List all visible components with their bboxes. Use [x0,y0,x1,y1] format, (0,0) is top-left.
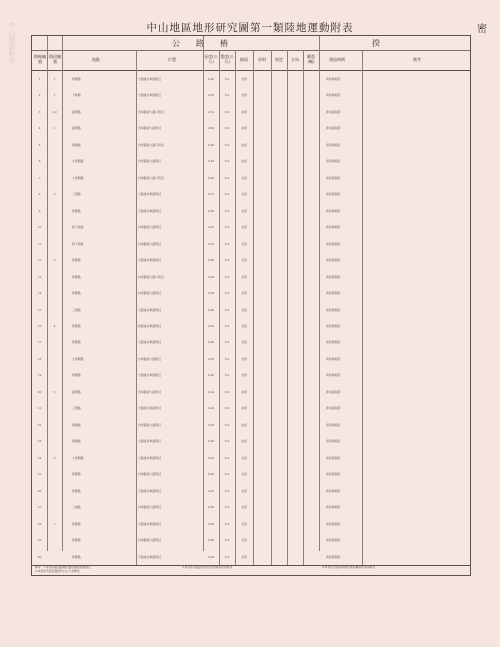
table-cell: 大路接台車路附近 [138,488,162,493]
table-cell: 大路接台車路附近 [138,521,162,526]
table-cell: 27 [37,505,42,510]
table-cell: 新開路 [72,488,81,493]
table-cell: 6.0 [224,373,230,378]
table-cell: 0.40 [207,208,215,213]
table-cell: 6.0 [224,274,230,279]
table-row [32,170,470,186]
table-row [32,71,470,87]
table-cell: 6.0 [224,340,230,345]
table-cell: 6.0 [224,422,230,427]
table-cell: 建造時期詳 [326,208,341,213]
table-cell: 0.40 [207,307,215,312]
table-cell: 新開路 [72,340,81,345]
table-cell: 24 [37,455,42,460]
table-cell: 大路接台車路附近 [138,439,162,444]
table-cell: 台車路接大路口附近 [138,274,165,279]
table-row [32,351,470,367]
table-cell: 4 [53,324,56,328]
table-cell: 6.0 [224,241,230,246]
table-row [32,236,470,252]
table-cell: 新開路 [72,109,81,114]
table-cell: 12 [37,258,42,263]
table-cell: 23 [37,439,42,444]
table-cell: 16 [37,324,42,328]
table-row [32,433,470,449]
table-cell: 水泥 [241,307,247,312]
table-cell: 建造時期詳 [326,488,341,493]
table-cell: 新開路 [72,472,81,477]
table-cell: 新開路 [72,521,81,526]
table-cell: 水泥 [241,109,247,114]
table-cell: 13 [37,274,42,279]
table-cell: 25 [37,472,42,477]
table-cell: 大路接台車路附近 [138,208,162,213]
footer-note: 備考：1.本表所載各路樁位置依據地形圖測定 [35,565,91,569]
table-cell: 6 [53,455,56,460]
table-cell: 台車路接大路附近 [138,505,162,510]
table-cell: 台車路接大路附近 [138,159,162,164]
table-cell: 3 [38,109,41,114]
table-cell: 水泥 [241,472,247,477]
table-cell: 大新開路 [72,175,84,180]
table-cell: 建造時期詳 [326,258,341,263]
table-cell: 台車路接大路附近 [138,126,162,131]
table-cell: 新開路 [72,274,81,279]
table-cell: 建造時期詳 [326,93,341,98]
table-cell: 台車路接大路附近 [138,472,162,477]
col-header: 地點 [92,57,100,62]
table-cell: 6.0 [224,389,230,394]
table-cell: 建造時期詳 [326,192,341,197]
table-cell: 6.0 [224,159,230,164]
table-row [32,532,470,548]
table-cell: 水泥 [241,356,247,361]
table-row [32,104,470,120]
table-cell: 0.45 [207,159,215,164]
table-cell: 大路接台車路附近 [138,340,162,345]
table-row [32,318,470,334]
table-cell: 1 [53,93,56,98]
table-cell: 新開路 [72,258,81,263]
table-cell: 水泥 [241,324,247,328]
table-cell: 0.40 [207,406,215,411]
table-cell: 1 [53,77,56,81]
table-row [32,120,470,136]
col-header: 方向 [291,57,299,62]
table-cell: 大路接台車路附近 [138,307,162,312]
table-cell: 6.0 [224,455,230,460]
table-cell: 台車路接大路附近 [138,241,162,246]
table-row [32,219,470,235]
table-cell: 新開路 [72,324,81,328]
table-cell: 6.0 [224,175,230,180]
table-cell: 30 [37,554,42,559]
table-row [32,367,470,383]
table-cell: 水泥 [241,291,247,296]
table-row [32,137,470,153]
table-row [32,87,470,103]
section-title-right: 揆 [372,39,380,48]
table-cell: 水泥 [241,175,247,180]
table-cell: 0.52 [207,109,215,114]
col-header: 備考 [413,57,421,62]
table-cell: 6.0 [224,505,230,510]
table-cell: 建造時期詳 [326,340,341,345]
table-cell: 4 [38,126,41,131]
table-cell: 6.0 [224,472,230,477]
table-cell: 台車路接大路口附近 [138,109,165,114]
table-cell: 水泥 [241,225,247,230]
table-cell: 26 [37,488,42,493]
table-cell: 6.0 [224,406,230,411]
table-row [32,302,470,318]
table-cell: 5 [53,389,56,394]
table-cell: 水泥 [241,389,247,394]
table-cell: 0.38 [207,291,215,296]
table-cell: 新路接台車路附近 [138,324,162,328]
document-title: 中山地區地形研究圖第一類陸地運動附表 [146,22,354,34]
table-cell: 0.50 [207,241,215,246]
table-cell: 水泥 [241,159,247,164]
table-cell: 6.0 [224,225,230,230]
table-cell: 建造時期詳 [326,109,341,114]
table-frame [31,35,471,576]
table-cell: 建造時期詳 [326,241,341,246]
table-cell: 大新開路 [72,455,84,460]
table-cell: 台車路接大路附近 [138,389,162,394]
table-cell: 新開路 [72,77,81,81]
table-cell: 19 [37,373,42,378]
column-header-row [32,50,470,71]
table-cell: 台車路接大路附近 [138,538,162,543]
table-cell: 0.38 [207,422,215,427]
table-row [32,499,470,515]
table-cell: 建造時期詳 [326,422,341,427]
table-row [32,203,470,219]
table-cell: 新開路 [72,126,81,131]
table-cell: 水泥 [241,274,247,279]
table-cell: 1 [53,126,56,131]
table-cell: 新開路 [72,208,81,213]
table-cell: 0.35 [207,192,215,197]
table-cell: 大路接台車路附近 [138,554,162,559]
table-cell: 0.38 [207,93,215,98]
table-cell: 0.40 [207,77,215,81]
table-cell: 大新開路 [72,356,84,361]
footer-note: 4.本表所列建造時期依據有關資料查明填列 [322,565,376,569]
table-footer-notes [32,565,470,576]
table-cell: 6.0 [224,521,230,526]
table-cell: 大路接台車路附近 [138,406,162,411]
table-cell: 0.45 [207,225,215,230]
table-cell: 0.40 [207,175,215,180]
table-cell: 新開路 [72,422,81,427]
table-cell: 6.0 [224,554,230,559]
col-header: 路段編號 [49,54,61,64]
col-header: 長度(公尺) [204,54,218,64]
table-cell: 0.38 [207,521,215,526]
table-cell: 建造時期詳 [326,291,341,296]
table-cell: 建造時期詳 [326,406,341,411]
table-cell: 水泥 [241,241,247,246]
table-cell: 大路接台車路附近 [138,77,162,81]
table-cell: 1 [38,77,41,81]
table-cell: 6.0 [224,488,230,493]
table-cell: 三橋路 [72,192,81,197]
table-cell: 6.0 [224,126,230,131]
table-cell: 建造時期詳 [326,439,341,444]
table-cell: 0.40 [207,439,215,444]
table-cell: 28 [37,521,42,526]
table-cell: 6.0 [224,439,230,444]
table-cell: 台車路接大路口附近 [138,175,165,180]
table-cell: 6.0 [224,77,230,81]
table-row [32,549,470,565]
table-row [32,384,470,400]
table-cell: 建造時期詳 [326,126,341,131]
table-cell: 台車路接大路附近 [138,291,162,296]
table-cell: 0.40 [207,258,215,263]
table-cell: 新開路 [72,554,81,559]
table-cell: 建造時期詳 [326,159,341,164]
table-body [32,71,470,565]
table-cell: 建造時期詳 [326,225,341,230]
table-row [32,400,470,416]
table-cell: 0.42 [207,455,215,460]
table-cell: 三橋路 [72,505,81,510]
table-cell: 建造時期詳 [326,538,341,543]
table-row [32,285,470,301]
footer-note: 3.本表所列路面材料依實地調查結果填列 [182,565,233,569]
table-cell: 1/2 [52,109,57,114]
table-cell: 6.0 [224,208,230,213]
table-cell: 水泥 [241,554,247,559]
table-cell: 6.0 [224,307,230,312]
table-cell: 建造時期詳 [326,554,341,559]
table-row [32,417,470,433]
table-cell: 7 [53,521,56,526]
table-row [32,252,470,268]
table-cell: 台車路接大路口附近 [138,142,165,147]
footer-note: 2.本表所列長度寬度均以公尺為單位 [35,569,80,573]
table-cell: 新開路 [72,373,81,378]
table-cell: 三橋路 [72,406,81,411]
table-cell: 水泥 [241,422,247,427]
table-cell: 6.0 [224,291,230,296]
table-cell: 6.0 [224,192,230,197]
col-header: 載重(噸) [307,54,315,64]
table-cell: 6.0 [224,258,230,263]
table-cell: 11 [37,241,42,246]
table-cell: 建造時期詳 [326,373,341,378]
table-cell: 水泥 [241,208,247,213]
col-header: 材料 [258,57,266,62]
table-row [32,153,470,169]
col-header: 建造時期 [329,57,345,62]
table-row [32,334,470,350]
table-cell: 2 [38,93,41,98]
table-cell: 9 [38,208,41,213]
table-cell: 7 [38,175,41,180]
table-cell: 5 [38,142,41,147]
table-cell: 0.40 [207,505,215,510]
table-cell: 8 [38,192,41,197]
table-cell: 0.40 [207,373,215,378]
table-cell: 15 [37,307,42,312]
table-cell: 3 [53,258,56,263]
table-cell: 下新開 [72,93,81,98]
table-cell: 新開路 [72,439,81,444]
table-cell: 6.0 [224,324,230,328]
table-cell: 2 [53,192,56,197]
table-cell: 新開路 [72,291,81,296]
table-cell: 水泥 [241,488,247,493]
table-cell: 6.0 [224,109,230,114]
table-cell: 新下新路 [72,241,84,246]
table-cell: 22 [37,422,42,427]
table-cell: 29 [37,538,42,543]
table-cell: 新開路 [72,538,81,543]
table-cell: 水泥 [241,521,247,526]
table-cell: 水泥 [241,455,247,460]
table-cell: 三橋路 [72,307,81,312]
table-row [32,516,470,532]
table-cell: 建造時期詳 [326,389,341,394]
table-cell: 台車路接大路附近 [138,356,162,361]
table-cell: 建造時期詳 [326,324,341,328]
table-row [32,450,470,466]
table-cell: 大路接台車路附近 [138,455,162,460]
table-cell: 水泥 [241,142,247,147]
table-cell: 建造時期詳 [326,274,341,279]
col-header: 位置 [168,57,176,62]
table-cell: 台車路接大路附近 [138,225,162,230]
table-cell: 0.60 [207,126,215,131]
table-row [32,466,470,482]
table-cell: 14 [37,291,42,296]
col-header: 寬度(公尺) [220,54,234,64]
col-header: 坡度 [275,57,283,62]
table-cell: 水泥 [241,373,247,378]
table-cell: 新開路 [72,142,81,147]
table-cell: 水泥 [241,93,247,98]
table-cell: 大新開路 [72,159,84,164]
table-cell: 0.42 [207,554,215,559]
table-row [32,269,470,285]
table-cell: 21 [37,406,42,411]
table-cell: 建造時期詳 [326,142,341,147]
table-cell: 20 [37,389,42,394]
table-cell: 0.36 [207,356,215,361]
table-cell: 0.40 [207,538,215,543]
table-cell: 大路接台車路附近 [138,192,162,197]
table-cell: 17 [37,340,42,345]
table-cell: 大路接台車路附近 [138,93,162,98]
table-cell: 水泥 [241,439,247,444]
table-cell: 新開路 [72,389,81,394]
table-cell: 10 [37,225,42,230]
col-header: 路線編號 [34,54,46,64]
table-cell: 0.42 [207,274,215,279]
table-cell: 6 [38,159,41,164]
table-cell: 水泥 [241,538,247,543]
table-cell: 6.0 [224,93,230,98]
table-cell: 建造時期詳 [326,356,341,361]
table-cell: 0.40 [207,340,215,345]
table-cell: 6.0 [224,356,230,361]
table-cell: 建造時期詳 [326,521,341,526]
table-cell: 0.45 [207,488,215,493]
table-cell: 水泥 [241,126,247,131]
margin-ghost-text: 中山地區附表 [8,22,16,64]
table-cell: 水泥 [241,406,247,411]
table-cell: 大路接台車路附近 [138,258,162,263]
table-cell: 新下新路 [72,225,84,230]
section-header [32,36,470,51]
table-cell: 水泥 [241,192,247,197]
table-cell: 0.44 [207,389,215,394]
table-cell: 水泥 [241,258,247,263]
table-row [32,186,470,202]
table-cell: 建造時期詳 [326,455,341,460]
table-cell: 6.0 [224,538,230,543]
table-cell: 台車路接大路附近 [138,422,162,427]
table-cell: 建造時期詳 [326,175,341,180]
table-cell: 建造時期詳 [326,77,341,81]
table-cell: 水泥 [241,505,247,510]
table-cell: 水泥 [241,340,247,345]
table-cell: 建造時期詳 [326,505,341,510]
col-header: 路面 [240,57,248,62]
table-cell: 建造時期詳 [326,307,341,312]
table-cell: 0.40 [207,472,215,477]
table-cell: 0.45 [207,324,215,328]
table-row [32,483,470,499]
table-cell: 18 [37,356,42,361]
section-title-main: 公 路 樁 [172,39,228,48]
table-cell: 水泥 [241,77,247,81]
table-cell: 大路接台車路附近 [138,373,162,378]
table-cell: 6.0 [224,142,230,147]
table-cell: 0.40 [207,142,215,147]
classification-mark: 密 [477,24,487,35]
table-cell: 建造時期詳 [326,472,341,477]
